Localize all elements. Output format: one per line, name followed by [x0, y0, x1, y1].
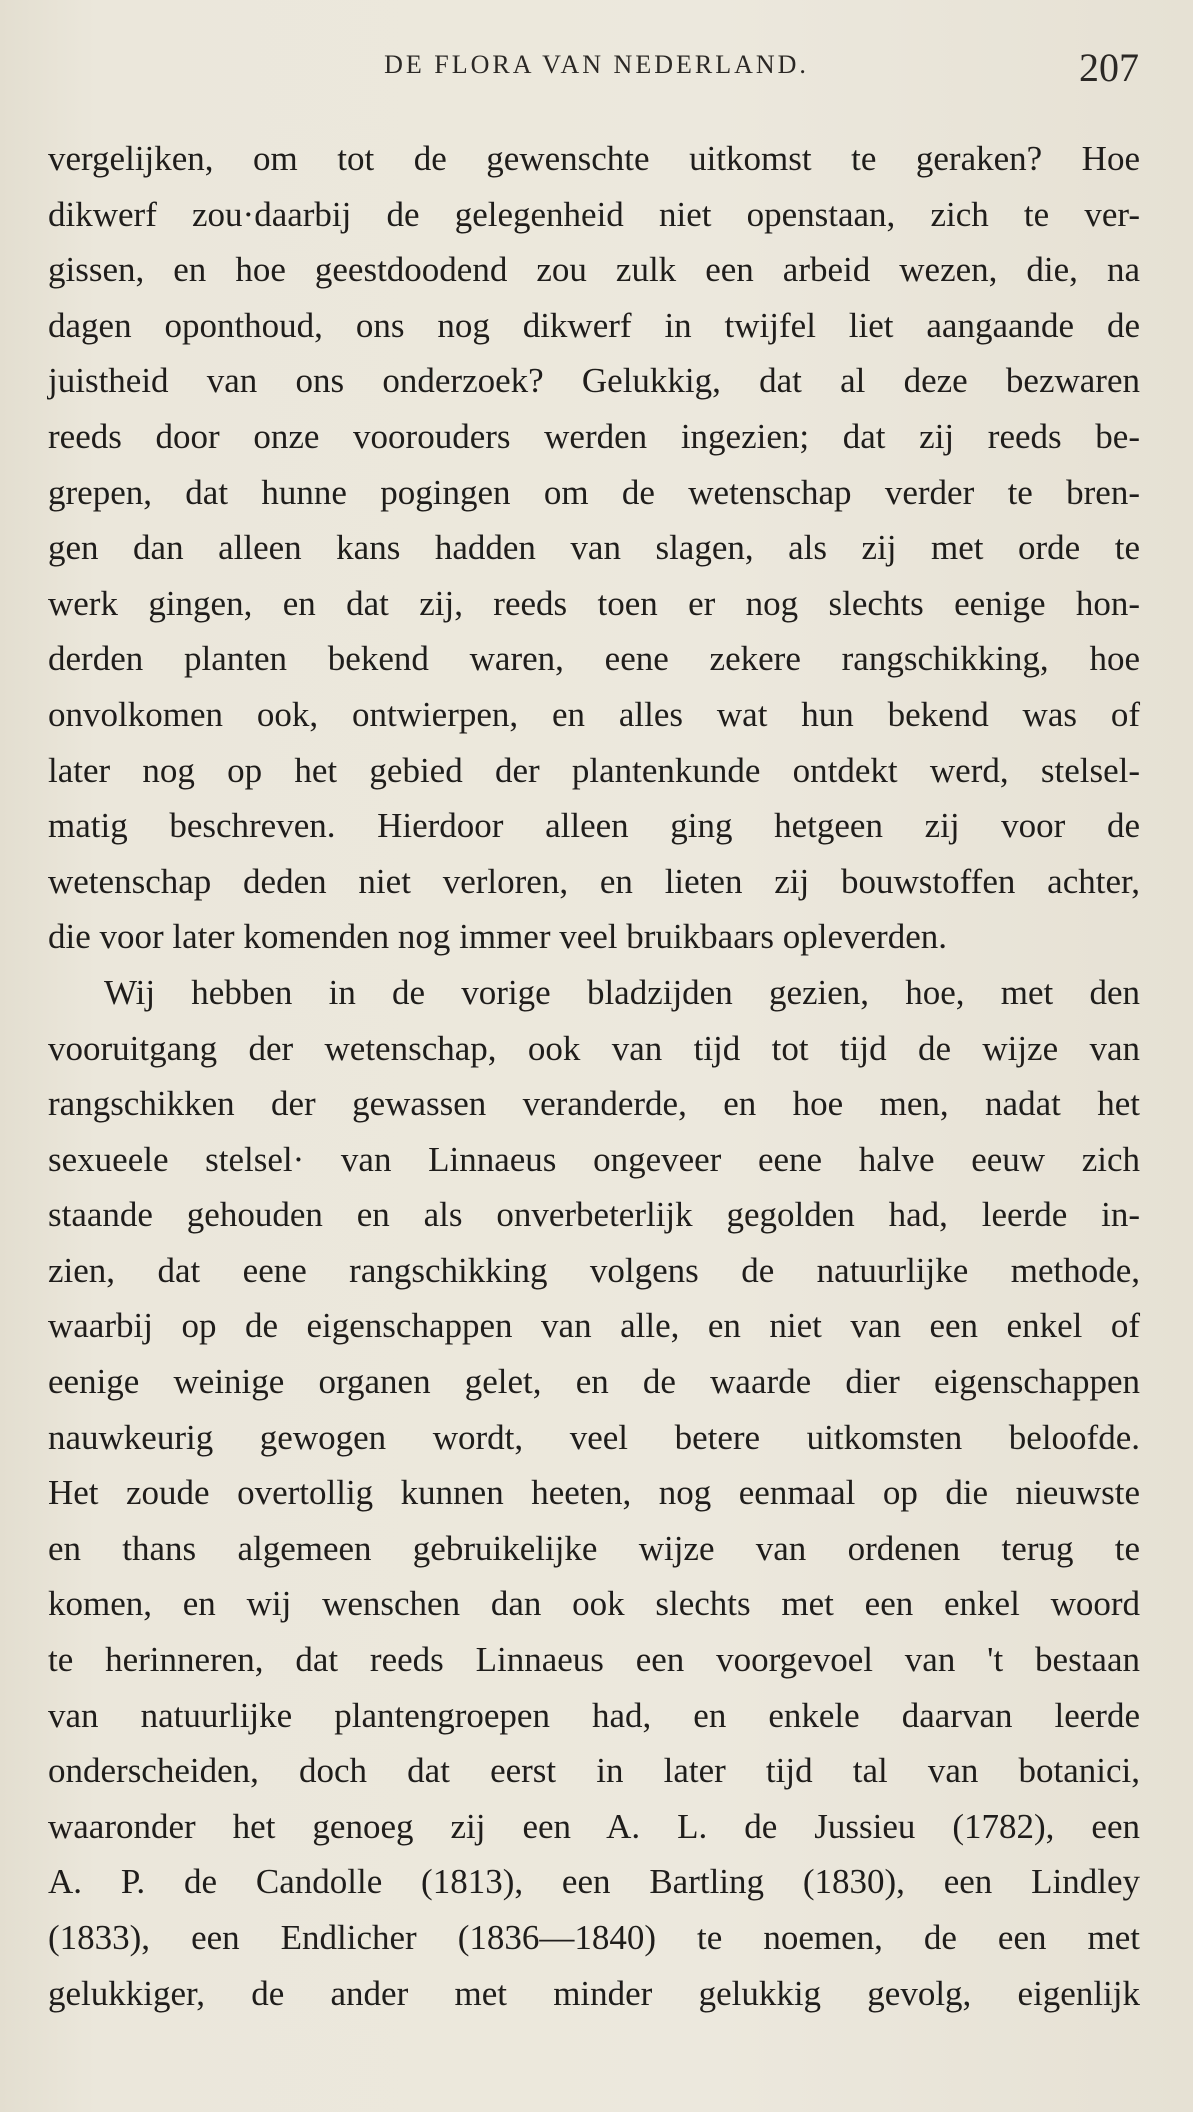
text-line: onderscheiden, doch dat eerst in later tijd tal van botanici, — [48, 1751, 1140, 1791]
text-line: vooruitgang der wetenschap, ook van tijd tot tijd de wijze van — [48, 1028, 1140, 1068]
text-line: sexueele stelsel· van Linnaeus ongeveer eene halve eeuw zich — [48, 1139, 1140, 1179]
body-text — [48, 131, 1140, 2021]
text-line: staande gehouden en als onverbeterlijk gegolden had, leerde in- — [48, 1195, 1140, 1235]
text-line: gen dan alleen kans hadden van slagen, als zij met orde te — [48, 528, 1140, 568]
running-title: DE FLORA VAN NEDERLAND. — [384, 50, 809, 79]
text-line: van natuurlijke plantengroepen had, en enkele daarvan leerde — [48, 1695, 1140, 1735]
paragraph-1 — [48, 131, 1140, 965]
text-line: nauwkeurig gewogen wordt, veel betere uitkomsten beloofde. — [48, 1417, 1140, 1457]
text-line: werk gingen, en dat zij, reeds toen er nog slechts eenige hon- — [48, 583, 1140, 623]
text-line: komen, en wij wenschen dan ook slechts met een enkel woord — [48, 1584, 1140, 1624]
text-line: waarbij op de eigenschappen van alle, en niet van een enkel of — [48, 1306, 1140, 1346]
page-header — [50, 44, 1143, 94]
text-line: Wij hebben in de vorige bladzijden gezien, hoe, met den — [104, 972, 1140, 1012]
text-line: grepen, dat hunne pogingen om de wetenschap verder te bren- — [48, 472, 1140, 512]
text-line: vergelijken, om tot de gewenschte uitkomst te geraken? Hoe — [48, 139, 1140, 178]
text-line: dikwerf zou·daarbij de gelegenheid niet openstaan, zich te ver- — [48, 194, 1140, 234]
text-line: A. P. de Candolle (1813), een Bartling (1830), een Lindley — [48, 1862, 1140, 1902]
text-line: eenige weinige organen gelet, en de waarde dier eigenschappen — [48, 1362, 1140, 1402]
text-line: derden planten bekend waren, eene zekere rangschikking, hoe — [48, 639, 1140, 679]
text-line: en thans algemeen gebruikelijke wijze van ordenen terug te — [48, 1528, 1140, 1568]
text-line: die voor later komenden nog immer veel bruikbaars opleverden. — [48, 917, 947, 957]
text-line: (1833), een Endlicher (1836—1840) te noemen, de een met — [48, 1918, 1140, 1957]
paragraph-2 — [48, 965, 1140, 2021]
text-line: onvolkomen ook, ontwierpen, en alles wat hun bekend was of — [48, 694, 1140, 734]
page-number: 207 — [1079, 45, 1139, 90]
text-line: gissen, en hoe geestdoodend zou zulk een arbeid wezen, die, na — [48, 250, 1140, 290]
text-line: matig beschreven. Hierdoor alleen ging hetgeen zij voor de — [48, 806, 1140, 846]
text-line: waaronder het genoeg zij een A. L. de Jussieu (1782), een — [48, 1806, 1140, 1846]
text-line: wetenschap deden niet verloren, en lieten zij bouwstoffen achter, — [48, 861, 1140, 901]
text-line: juistheid van ons onderzoek? Gelukkig, dat al deze bezwaren — [48, 361, 1140, 401]
text-line: Het zoude overtollig kunnen heeten, nog eenmaal op die nieuwste — [48, 1473, 1140, 1513]
text-line: later nog op het gebied der plantenkunde ontdekt werd, stelsel- — [48, 750, 1140, 790]
text-line: rangschikken der gewassen veranderde, en hoe men, nadat het — [48, 1084, 1140, 1124]
text-line: reeds door onze voorouders werden ingezien; dat zij reeds be- — [48, 416, 1140, 456]
text-line: dagen oponthoud, ons nog dikwerf in twijfel liet aangaande de — [48, 305, 1140, 345]
text-line: zien, dat eene rangschikking volgens de natuurlijke methode, — [48, 1250, 1140, 1290]
text-line: te herinneren, dat reeds Linnaeus een voorgevoel van 't bestaan — [48, 1640, 1140, 1680]
text-line: gelukkiger, de ander met minder gelukkig gevolg, eigenlijk — [48, 1973, 1140, 2013]
